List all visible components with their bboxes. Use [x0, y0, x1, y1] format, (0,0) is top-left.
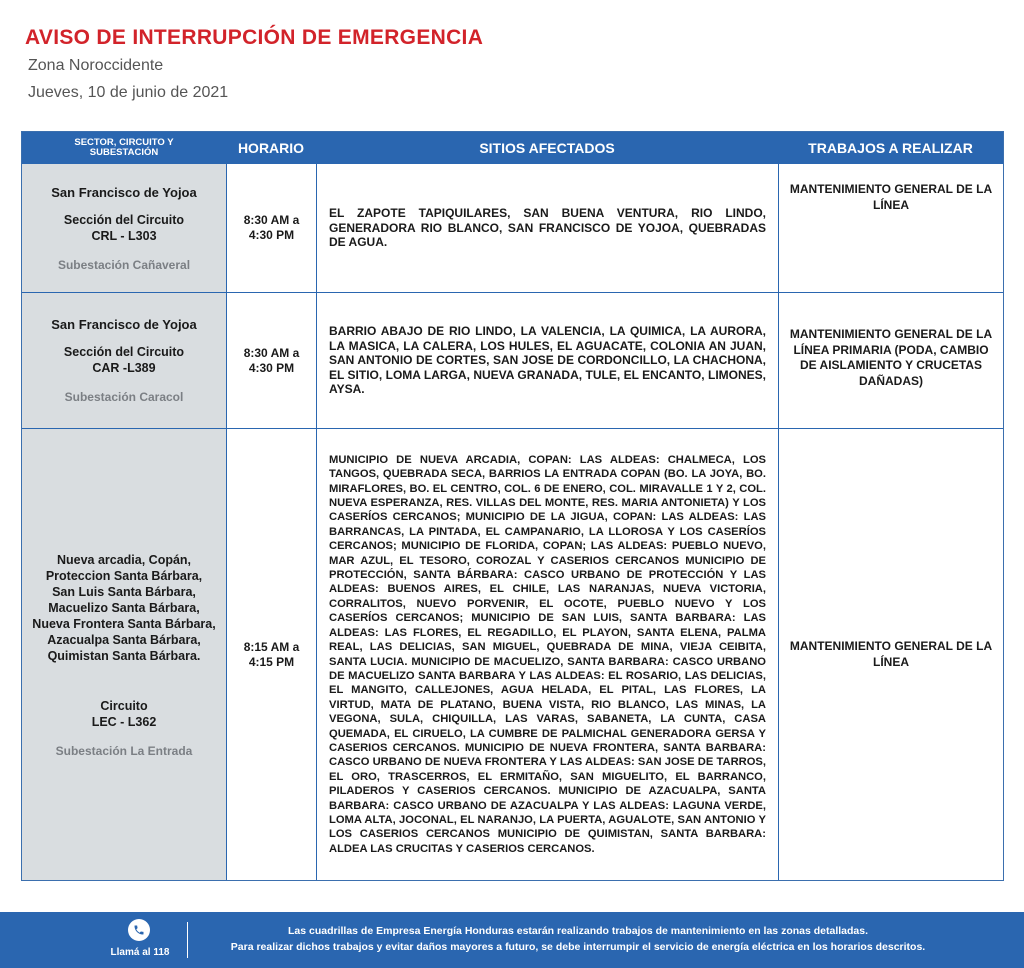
sector-list	[32, 552, 215, 664]
column-header-sector: SECTOR, CIRCUITO Y SUBESTACIÓN	[74, 137, 174, 158]
sites-cell	[316, 293, 778, 428]
phone-icon[interactable]	[128, 919, 150, 941]
circuit-info	[64, 344, 184, 376]
date-label: Jueves, 10 de junio de 2021	[28, 84, 229, 101]
circuit-code: CRL - L303	[91, 228, 157, 243]
circuit-label: Sección del Circuito	[63, 345, 185, 359]
sites-text: MUNICIPIO DE NUEVA ARCADIA, COPAN: LAS ALDEAS: CHALMECA, LOS TANGOS, QUEBRADA SECA, BARRIOS LA ENTRADA COPAN (BO. LA JOYA, BO. MIRAFLORES, BO. EL CENTRO, COL. 6 DE ENERO, COL. MIRAVALLE 1 Y 2, COL. NUEVA ESPERANZA, RES. VILLAS DEL MONTE, RES. MARIA ANTONIETA) Y LOS CASERÍOS CERCANOS; MUNICIPIO DE LA JIGUA, COPAN: LAS ALDEAS: LAS BARRANCAS, LA PINTADA, EL CAMPANARIO, LA LLOROSA Y LOS CASERÍOS CERCANOS; MUNICIPIO DE FLORIDA, COPAN; LAS ALDEAS: PUEBLO NUEVO, MAR AZUL, EL TESORO, COROZAL Y CASERIOS CERCANOS MUNICIPIO DE PROTECCIÓN, SANTA BÁRBARA: CASCO URBANO DE PROTECCIÓN Y LAS ALDEAS: BUENOS AIRES, EL CHILE, LAS NARANJAS, NUEVA VICTORIA, CORRALITOS, NUEVO PORVENIR, EL OCOTE, PUEBLO NUEVO Y LOS CASERÍOS CERCANOS; MUNICIPIO DE SAN LUIS, SANTA BARBARA: LAS ALDEAS: LAS FLORES, EL REGADILLO, EL PLAYON, SANTA ELENA, PALMA REAL, LAS DELICIAS, SAN MIGUEL, QUEBRADA DE MINA, VIEJA CEIBITA, SANTA LUCIA. MUNICIPIO DE MACUELIZO, SANTA BARBARA: CASCO URBANO DE MACUELIZO SANTA BARBARA Y LAS ALDEAS: EL ROSARIO, LAS DELICIAS, EL MANGITO, CALLEJONES, AGUA HELADA, EL PITAL, LAS FLORES, LA VIRTUD, MATA DE PLATANO, BUENA VISTA, RIO BLANCO, LAS MINAS, LA VEGONA, SULA, CHIQUILLA, LAS VARAS, SABANETA, LA CUNTA, CASA QUEMADA, EL CIRUELO, LA CUMBRE DE PALMICHAL GENERADORA GERSA Y CASERIOS CERCANOS. MUNICIPIO DE NUEVA FRONTERA, SANTA BARBARA: CASCO URBANO DE NUEVA FRONTERA Y LAS ALDEAS: SAN JOSE DE TARROS, EL ORO, TRASCERROS, EL ERMITAÑO, SAN MIGUELITO, EL BARRANCO, PILADEROS Y CASERIOS CERCANOS. MUNICIPIO DE AZACUALPA, SANTA BARBARA: CASCO URBANO DE AZACUALPA Y LAS ALDEAS: LAGUNA VERDE, LOMA ALTA, JOCONAL, EL NARANJO, LA PUERTA, AGUALOTE, SAN ANTONIO Y LOS CASERIOS CERCANOS MUNICIPIO DE QUIMISTAN, SANTA BARBARA: ALDEA LAS CRUCITAS Y CASERIOS CERCANOS.	[329, 453, 766, 855]
schedule-end: 4:15 PM	[248, 654, 295, 669]
sector-cell	[22, 293, 226, 428]
works-cell	[778, 293, 1003, 428]
schedule-end: 4:30 PM	[248, 360, 295, 375]
schedule-start: 8:30 AM a	[243, 345, 300, 360]
sites-text: BARRIO ABAJO DE RIO LINDO, LA VALENCIA, LA QUIMICA, LA AURORA, LA MASICA, LA CALERA, LOS HULES, EL AGUACATE, COLONIA AN JUAN, SAN ANTONIO DE CORTES, SAN JOSE DE CORDONCILLO, LA CHACHONA, EL SITIO, LOMA LARGA, NUEVA GRANADA, TULE, EL ENCANTO, LIMONES, AYSA.	[329, 324, 766, 397]
schedule-cell	[226, 429, 316, 880]
table-header	[22, 132, 1003, 164]
sites-cell	[316, 429, 778, 880]
substation-name: Subestación Caracol	[64, 390, 184, 404]
schedule-cell	[226, 293, 316, 428]
sector-line: Proteccion Santa Bárbara,	[45, 568, 203, 583]
works-text: MANTENIMIENTO GENERAL DE LA LÍNEA PRIMARIA (PODA, CAMBIO DE AISLAMIENTO Y CRUCETAS DAÑADAS)	[789, 327, 993, 388]
sector-line: Nueva Frontera Santa Bárbara,	[32, 616, 216, 631]
footer-message	[198, 923, 958, 955]
circuit-label: Sección del Circuito	[63, 212, 185, 227]
schedule-start: 8:15 AM a	[243, 639, 300, 654]
column-header-schedule: HORARIO	[237, 140, 305, 156]
sector-name: San Francisco de Yojoa	[51, 317, 197, 332]
page-title: AVISO DE INTERRUPCIÓN DE EMERGENCIA	[25, 26, 484, 49]
sector-cell	[22, 429, 226, 880]
sites-cell	[316, 164, 778, 292]
footer-divider	[187, 922, 188, 958]
schedule-start: 8:30 AM a	[243, 213, 300, 227]
column-header-works: TRABAJOS A REALIZAR	[808, 140, 973, 156]
sector-line: Nueva arcadia, Copán,	[56, 552, 192, 567]
circuit-code: LEC - L362	[91, 714, 157, 729]
schedule-end: 4:30 PM	[248, 228, 295, 242]
works-cell	[778, 429, 1003, 880]
circuit-code: CAR -L389	[92, 361, 156, 375]
sector-line: Azacualpa Santa Bárbara,	[47, 632, 201, 647]
footer-line-2: Para realizar dichos trabajos y evitar daños mayores a futuro, se debe interrumpir el servicio de energía eléctrica en los horarios descritos.	[230, 941, 926, 953]
substation-name: Subestación Cañaveral	[57, 257, 191, 272]
works-text: MANTENIMIENTO GENERAL DE LA LÍNEA	[789, 182, 993, 212]
sector-line: San Luis Santa Bárbara,	[52, 584, 196, 599]
column-header-sites: SITIOS AFECTADOS	[479, 140, 615, 156]
works-cell	[778, 164, 1003, 292]
interruption-table	[21, 131, 1004, 881]
sector-line: Quimistan Santa Bárbara.	[47, 648, 201, 663]
sector-cell	[22, 164, 226, 292]
sites-text: EL ZAPOTE TAPIQUILARES, SAN BUENA VENTURA, RIO LINDO, GENERADORA RIO BLANCO, SAN FRANCISCO DE YOJOA, QUEBRADAS DE AGUA.	[329, 206, 766, 250]
circuit-info	[92, 698, 157, 730]
zone-label: Zona Noroccidente	[28, 57, 164, 74]
footer-line-1: Las cuadrillas de Empresa Energía Honduras estarán realizando trabajos de mantenimiento en las zonas detalladas.	[287, 925, 869, 937]
works-text: MANTENIMIENTO GENERAL DE LA LÍNEA	[789, 639, 993, 669]
footer-bar	[0, 912, 1024, 968]
table-row	[22, 293, 1003, 428]
circuit-info	[64, 212, 184, 244]
sector-name: San Francisco de Yojoa	[51, 184, 197, 200]
sector-line: Macuelizo Santa Bárbara,	[48, 600, 200, 615]
schedule-cell	[226, 164, 316, 292]
substation-name: Subestación La Entrada	[55, 743, 193, 758]
table-row	[22, 429, 1003, 880]
phone-label: Llamá al 118	[110, 947, 170, 958]
table-row	[22, 164, 1003, 292]
circuit-label: Circuito	[100, 698, 148, 713]
